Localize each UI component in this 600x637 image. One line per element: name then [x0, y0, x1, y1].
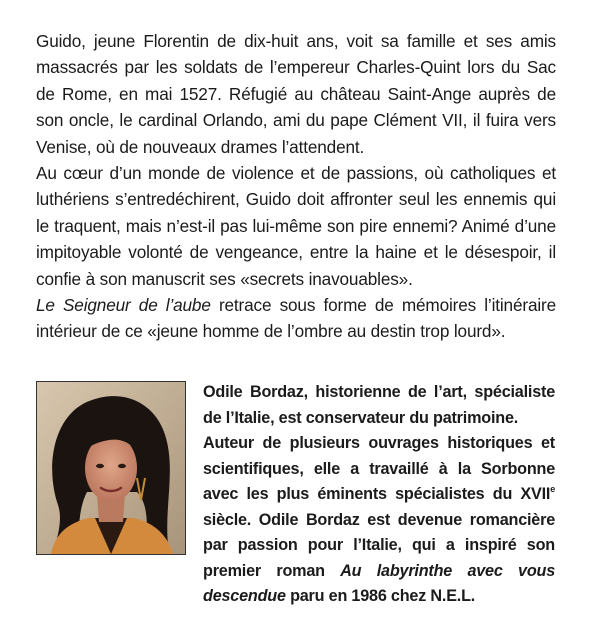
author-portrait: [36, 381, 186, 555]
century-superscript: e: [550, 484, 555, 494]
synopsis-paragraph-3-rest: retrace sous forme de mémoires l’itinéraire intérieur de ce «jeune homme de l’ombre au destin trop lourd».: [36, 295, 556, 342]
bio-paragraph-2: [203, 431, 555, 610]
bio-text-middle: siècle. Odile Bordaz est devenue romancière par passion pour l’Italie, qui a inspiré son premier roman: [203, 510, 555, 580]
synopsis-text: [36, 28, 556, 345]
author-portrait-drawing: [37, 382, 185, 554]
author-bio: [203, 380, 555, 610]
book-title: Le Seigneur de l’aube: [36, 295, 211, 316]
first-novel-title: Au labyrinthe avec vous descendue: [203, 561, 555, 605]
bio-text-end: paru en 1986 chez N.E.L.: [285, 587, 476, 605]
synopsis-paragraph-1: Guido, jeune Florentin de dix-huit ans, voit sa famille et ses amis massacrés par les soldats de l’empereur Charles-Quint lors du Sac de Rome, en mai 1527. Réfugié au château Saint-Ange auprès de son oncle, le cardinal Orlando, ami du pape Clément VII, il fuira vers Venise, où de nouveaux drames l’attendent.: [36, 31, 556, 157]
bio-text-start: Auteur de plusieurs ouvrages historiques et scientifiques, elle a travaillé à la Sorbonne avec les plus éminents spécialistes du XVII: [203, 434, 555, 503]
synopsis-paragraph-2: Au cœur d’un monde de violence et de passions, où catholiques et luthériens s’entredéchirent, Guido doit affronter seul les ennemis qui le traquent, mais n’est-il pas lui-même son pire ennemi? Animé d’une impitoyable volonté de vengeance, entre la haine et le désespoir, il confie à son manuscrit ses «secrets inavouables».: [36, 163, 556, 289]
synopsis-paragraph-3: [36, 292, 556, 345]
bio-paragraph-1: Odile Bordaz, historienne de l’art, spécialiste de l’Italie, est conservateur du patrimoine.: [203, 383, 555, 427]
